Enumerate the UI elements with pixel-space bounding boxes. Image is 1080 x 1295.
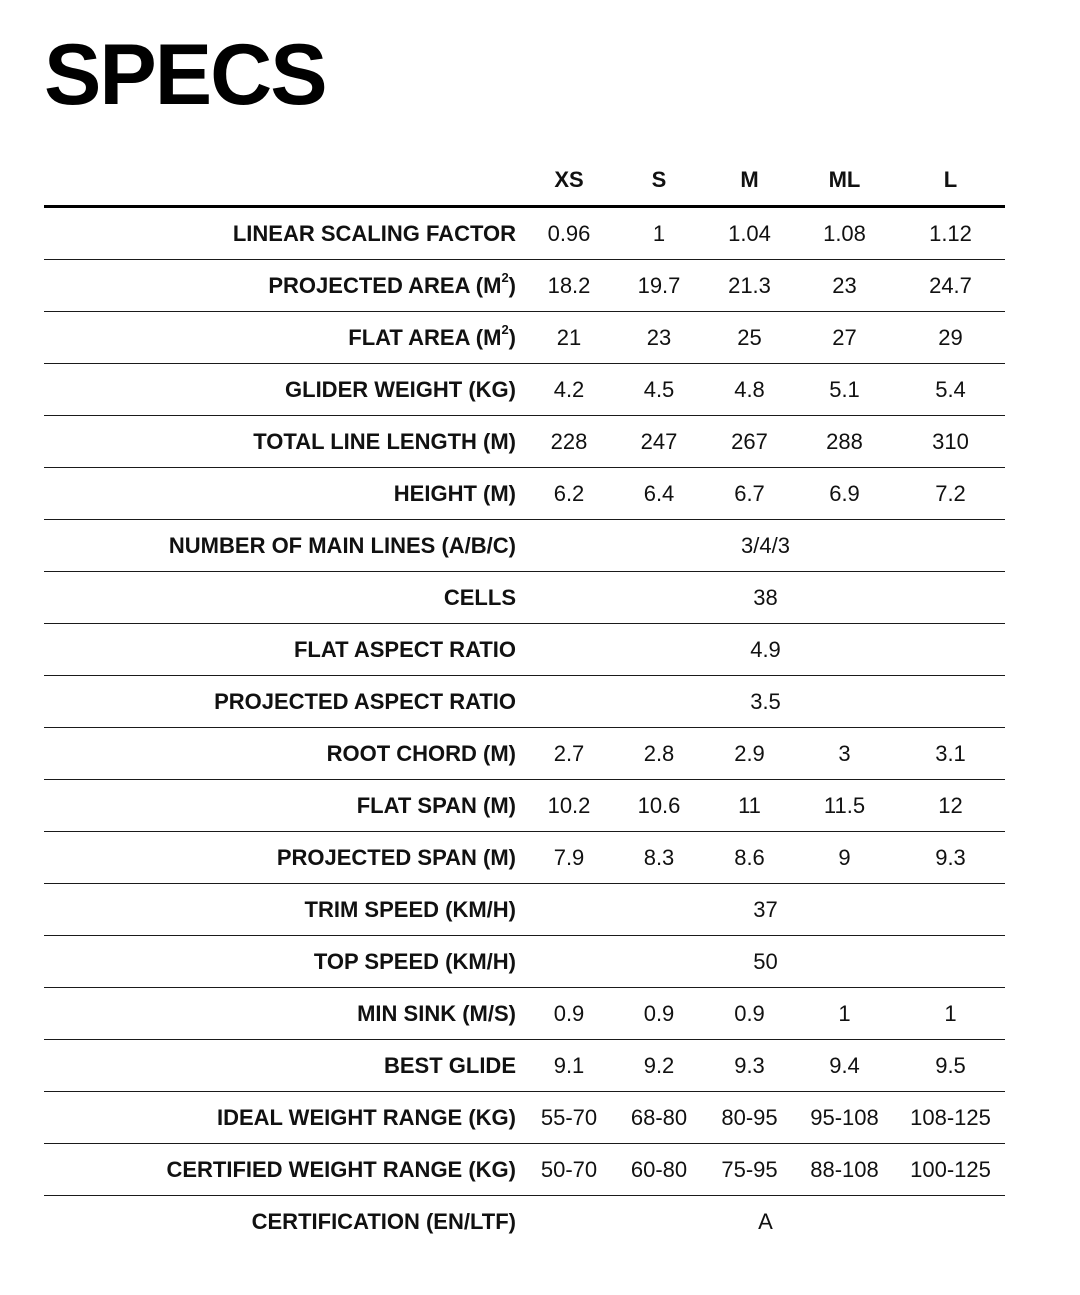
spec-value: 0.96 (526, 207, 612, 260)
spec-value: 310 (896, 416, 1005, 468)
spec-label: HEIGHT (M) (44, 468, 526, 520)
spec-value: 25 (706, 312, 793, 364)
spec-row (44, 1092, 1005, 1144)
spec-label: TOP SPEED (KM/H) (44, 936, 526, 988)
spec-shared-value: 4.9 (526, 624, 1005, 676)
spec-value: 3 (793, 728, 896, 780)
spec-label: FLAT ASPECT RATIO (44, 624, 526, 676)
spec-value: 12 (896, 780, 1005, 832)
spec-value: 0.9 (706, 988, 793, 1040)
spec-label: GLIDER WEIGHT (KG) (44, 364, 526, 416)
spec-value: 9.1 (526, 1040, 612, 1092)
spec-value: 4.2 (526, 364, 612, 416)
spec-value: 5.1 (793, 364, 896, 416)
spec-value: 55-70 (526, 1092, 612, 1144)
spec-value: 6.7 (706, 468, 793, 520)
spec-value: 4.8 (706, 364, 793, 416)
size-header-ml: ML (793, 154, 896, 207)
spec-value: 8.6 (706, 832, 793, 884)
spec-row (44, 936, 1005, 988)
spec-row (44, 1196, 1005, 1248)
spec-value: 4.5 (612, 364, 706, 416)
spec-value: 88-108 (793, 1144, 896, 1196)
spec-value: 228 (526, 416, 612, 468)
spec-value: 18.2 (526, 260, 612, 312)
spec-row (44, 780, 1005, 832)
spec-value: 1.04 (706, 207, 793, 260)
size-header-xs: XS (526, 154, 612, 207)
page-title: SPECS (44, 27, 326, 123)
spec-value: 267 (706, 416, 793, 468)
spec-label: BEST GLIDE (44, 1040, 526, 1092)
spec-label: IDEAL WEIGHT RANGE (KG) (44, 1092, 526, 1144)
spec-row (44, 624, 1005, 676)
spec-value: 8.3 (612, 832, 706, 884)
spec-value: 21 (526, 312, 612, 364)
spec-label: PROJECTED ASPECT RATIO (44, 676, 526, 728)
spec-value: 1 (896, 988, 1005, 1040)
spec-value: 0.9 (612, 988, 706, 1040)
spec-row (44, 676, 1005, 728)
spec-row (44, 416, 1005, 468)
spec-value: 247 (612, 416, 706, 468)
spec-label: PROJECTED AREA $(M^2)$ (44, 260, 526, 312)
spec-value: 1 (793, 988, 896, 1040)
spec-rows (44, 207, 1005, 1248)
spec-value: 29 (896, 312, 1005, 364)
spec-shared-value: 3/4/3 (526, 520, 1005, 572)
spec-label: LINEAR SCALING FACTOR (44, 207, 526, 260)
spec-row (44, 312, 1005, 364)
spec-shared-value: 38 (526, 572, 1005, 624)
spec-value: 5.4 (896, 364, 1005, 416)
spec-value: 11.5 (793, 780, 896, 832)
spec-value: 9.4 (793, 1040, 896, 1092)
spec-value: 288 (793, 416, 896, 468)
spec-value: 0.9 (526, 988, 612, 1040)
spec-value: 68-80 (612, 1092, 706, 1144)
spec-label: TOTAL LINE LENGTH (M) (44, 416, 526, 468)
spec-shared-value: 3.5 (526, 676, 1005, 728)
spec-value: 50-70 (526, 1144, 612, 1196)
spec-value: 7.2 (896, 468, 1005, 520)
spec-shared-value: A (758, 1208, 773, 1234)
spec-row (44, 364, 1005, 416)
spec-label: NUMBER OF MAIN LINES (A/B/C) (44, 520, 526, 572)
spec-shared-value: 50 (526, 936, 1005, 988)
size-header-m: M (706, 154, 793, 207)
spec-value: 10.6 (612, 780, 706, 832)
spec-value: 24.7 (896, 260, 1005, 312)
spec-value: 1.12 (896, 207, 1005, 260)
spec-shared-value: 37 (526, 884, 1005, 936)
spec-row (44, 884, 1005, 936)
spec-value: 7.9 (526, 832, 612, 884)
spec-value: 2.8 (612, 728, 706, 780)
spec-value: 1.08 (793, 207, 896, 260)
spec-label: PROJECTED SPAN (M) (44, 832, 526, 884)
size-header-s: S (612, 154, 706, 207)
spec-label: MIN SINK (M/S) (44, 988, 526, 1040)
size-header-row (44, 154, 1005, 207)
spec-value: 95-108 (793, 1092, 896, 1144)
spec-row (44, 468, 1005, 520)
spec-row (44, 520, 1005, 572)
spec-value: 6.4 (612, 468, 706, 520)
spec-value: 3.1 (896, 728, 1005, 780)
spec-row (44, 1144, 1005, 1196)
spec-value: 2.7 (526, 728, 612, 780)
spec-label: CERTIFICATION (EN/LTF) (251, 1208, 516, 1234)
spec-value: 9.3 (706, 1040, 793, 1092)
spec-value: 2.9 (706, 728, 793, 780)
spec-label: CERTIFIED WEIGHT RANGE (KG) (44, 1144, 526, 1196)
spec-label: FLAT SPAN (M) (44, 780, 526, 832)
spec-value: 6.9 (793, 468, 896, 520)
spec-row (44, 988, 1005, 1040)
spec-row (44, 728, 1005, 780)
spec-value: 27 (793, 312, 896, 364)
spec-value: 1 (612, 207, 706, 260)
spec-label: CELLS (44, 572, 526, 624)
header-corner (44, 154, 526, 207)
spec-value: 60-80 (612, 1144, 706, 1196)
spec-value: 80-95 (706, 1092, 793, 1144)
spec-value: 23 (793, 260, 896, 312)
spec-row (44, 207, 1005, 260)
spec-row (44, 260, 1005, 312)
spec-value: 21.3 (706, 260, 793, 312)
spec-value: 9.5 (896, 1040, 1005, 1092)
spec-value: 9.2 (612, 1040, 706, 1092)
spec-row (44, 572, 1005, 624)
spec-value: 9.3 (896, 832, 1005, 884)
spec-label: TRIM SPEED (KM/H) (44, 884, 526, 936)
spec-value: 75-95 (706, 1144, 793, 1196)
spec-label: ROOT CHORD (M) (44, 728, 526, 780)
spec-row (44, 1040, 1005, 1092)
size-header-l: L (896, 154, 1005, 207)
spec-value: 6.2 (526, 468, 612, 520)
spec-value: 11 (706, 780, 793, 832)
spec-label: FLAT AREA $(M^2)$ (44, 312, 526, 364)
spec-value: 100-125 (896, 1144, 1005, 1196)
spec-value: 108-125 (896, 1092, 1005, 1144)
spec-value: 23 (612, 312, 706, 364)
spec-value: 19.7 (612, 260, 706, 312)
spec-value: 10.2 (526, 780, 612, 832)
spec-row (44, 832, 1005, 884)
spec-value: 9 (793, 832, 896, 884)
specs-table (44, 154, 1005, 1247)
